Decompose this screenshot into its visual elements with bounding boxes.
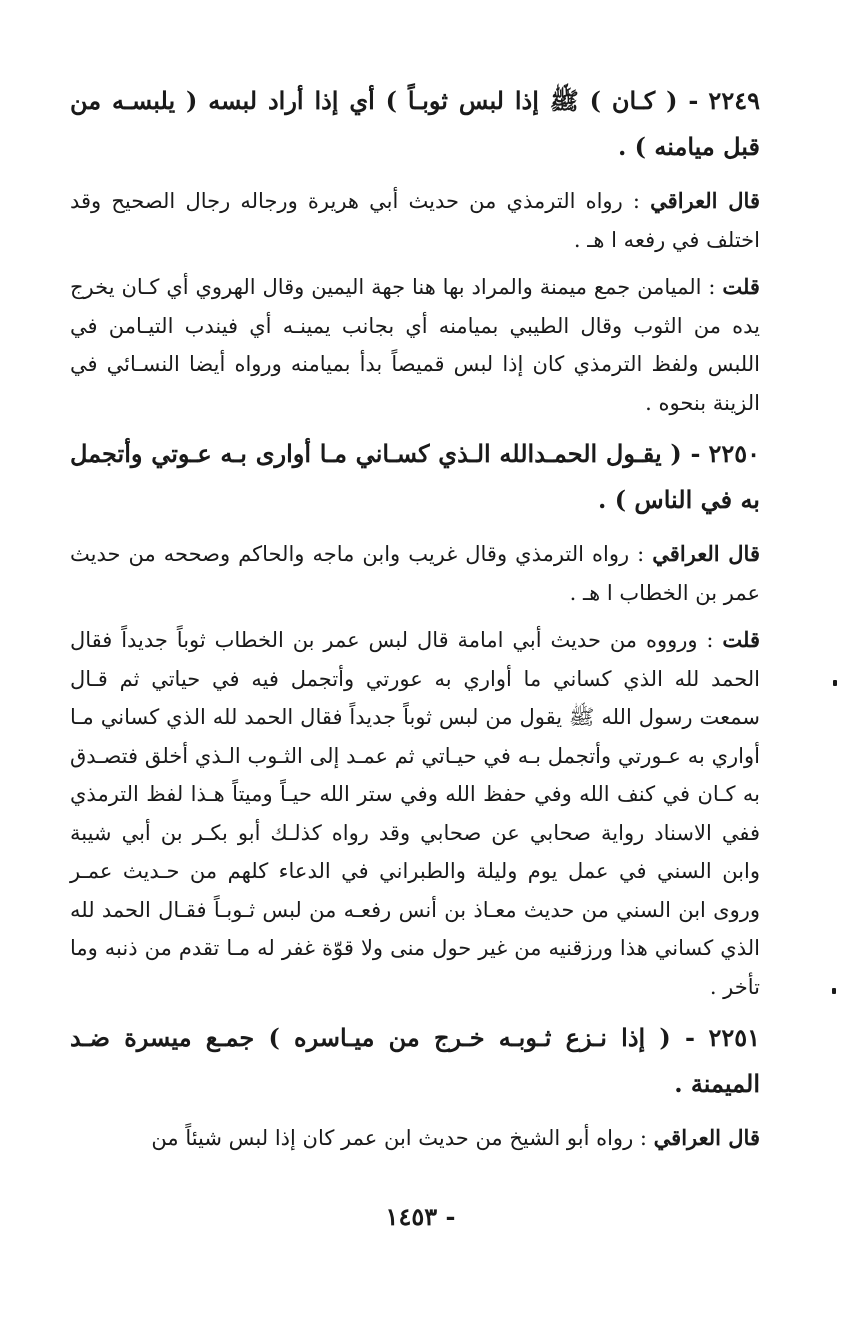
hadith-number: ٢٢٤٩ bbox=[708, 86, 760, 115]
hadith-text: - ( يقـول الحمـدالله الـذي كسـاني مـا أوارى بـه عـوتي وأتجمل به في الناس ) . bbox=[70, 439, 760, 514]
page-body bbox=[70, 78, 760, 1167]
commentary-label: قال العراقي bbox=[650, 188, 760, 213]
commentary-qultu bbox=[70, 621, 760, 1006]
commentary-label: قلت bbox=[722, 274, 760, 299]
commentary-iraqi bbox=[70, 1119, 760, 1158]
commentary-qultu bbox=[70, 268, 760, 422]
commentary-label: قال العراقي bbox=[653, 1125, 760, 1150]
hadith-2250 bbox=[70, 431, 760, 523]
hadith-number: ٢٢٥٠ bbox=[708, 439, 760, 468]
commentary-label: قال العراقي bbox=[652, 541, 760, 566]
hadith-2251 bbox=[70, 1015, 760, 1107]
commentary-iraqi bbox=[70, 182, 760, 259]
hadith-text: - ( إذا نـزع ثـوبـه خـرج من ميـاسره ) جمـع ميسرة ضـد الميمنة . bbox=[70, 1023, 760, 1098]
commentary-text: : رواه الترمذي من حديث أبي هريرة ورجاله رجال الصحيح وقد اختلف في رفعه ا هـ . bbox=[70, 189, 760, 252]
commentary-text: : رواه أبو الشيخ من حديث ابن عمر كان إذا لبس شيئاً من bbox=[151, 1126, 647, 1150]
margin-mark bbox=[832, 988, 836, 994]
commentary-iraqi bbox=[70, 535, 760, 612]
hadith-number: ٢٢٥١ bbox=[708, 1023, 760, 1052]
commentary-text: : ورووه من حديث أبي امامة قال لبس عمر بن الخطاب ثوباً جديداً فقال الحمد لله الذي كساني ما أواري به عورتي وأتجمل فيه في حياتي ثم قـال سمعت رسول الله ﷺ يقول من لبس ثوباً جديداً فقال الحمد لله الذي كساني مـا أواري به عـورتي وأتجمل بـه في حيـاتي ثم عمـد إلى الثـوب الـذي أخلق فتصـدق به كـان في كنف الله وفي حفظ الله وفي ستر الله حيـاً وميتاً هـذا لفظ الترمذي ففي الاسناد رواية صحابي عن صحابي وقد رواه كذلـك أبو بكـر بن أبي شيبة وابن السني في عمل يوم وليلة والطبراني في الدعاء كلهم من حـديث عمـر وروى ابن السني من حديث معـاذ بن أنس رفعـه من لبس ثـوبـاً فقـال الحمد لله الذي كساني هذا ورزقنيه من غير حول منى ولا قوّة غفر له مـا تقدم من ذنبه وما تأخر . bbox=[70, 628, 760, 999]
hadith-text: - ( كـان ) ﷺ إذا لبس ثوبـاً ) أي إذا أراد لبسه ( يلبسـه من قبل ميامنه ) . bbox=[70, 86, 760, 161]
commentary-text: : رواه الترمذي وقال غريب وابن ماجه والحاكم وصححه من حديث عمر بن الخطاب ا هـ . bbox=[70, 542, 760, 605]
margin-mark bbox=[833, 680, 837, 686]
commentary-text: : الميامن جمع ميمنة والمراد بها هنا جهة اليمين وقال الهروي أي كـان يخرج يده من الثوب وقال الطيبي بميامنه أي بجانب يمينـه أي فيندب التيـامن في اللبس ولفظ الترمذي كان إذا لبس قميصاً بدأ بميامنه ورواه أيضا النسـائي في الزينة بنحوه . bbox=[70, 275, 760, 415]
hadith-2249 bbox=[70, 78, 760, 170]
page-number: - ١٤٥٣ bbox=[385, 1202, 456, 1231]
commentary-label: قلت bbox=[722, 627, 760, 652]
